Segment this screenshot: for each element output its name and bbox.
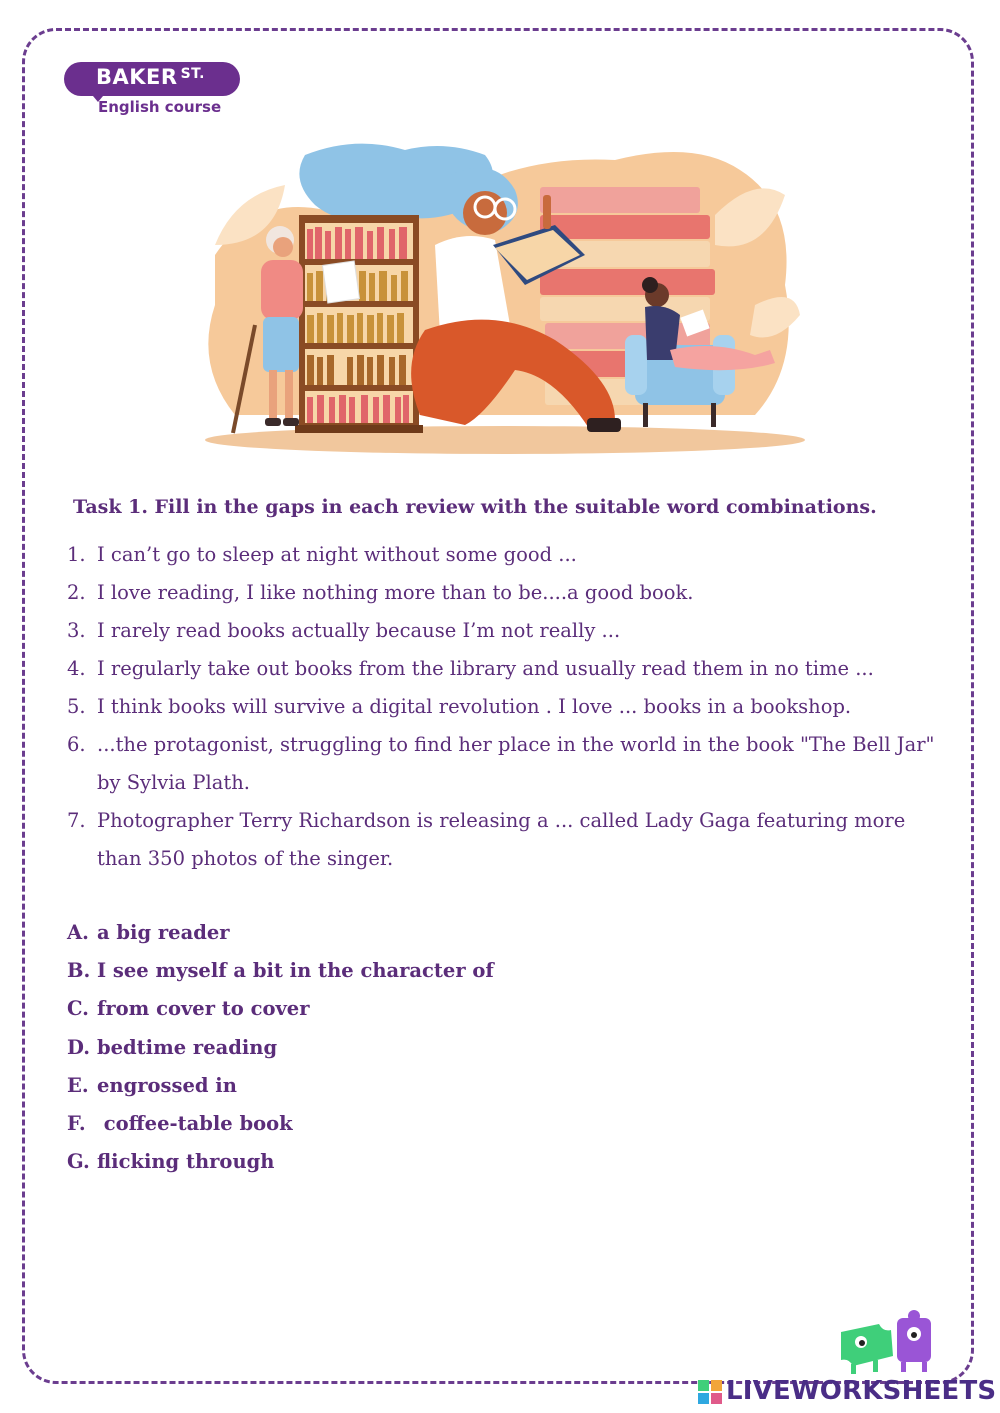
answer-option: B. I see myself a bit in the character of xyxy=(67,959,494,983)
answer-option: G. flicking through xyxy=(67,1150,275,1174)
answer-option: E. engrossed in xyxy=(67,1073,237,1097)
puzzle-mascots-icon xyxy=(831,1310,946,1376)
liveworksheets-wordmark: LIVEWORKSHEETS xyxy=(726,1376,997,1406)
list-item: 1. I can’t go to sleep at night without some good ... xyxy=(67,543,577,566)
answer-option: A. a big reader xyxy=(67,921,230,944)
list-item: 3. I rarely read books actually because I’m not really ... xyxy=(67,619,621,642)
task-title: Task 1. Fill in the gaps in each review with the suitable word combinations. xyxy=(73,496,877,518)
answer-option: C. from cover to cover xyxy=(67,997,310,1021)
review-list xyxy=(67,536,947,878)
live-badge-icon xyxy=(698,1380,722,1404)
liveworksheets-logo[interactable] xyxy=(696,1310,996,1410)
list-item: 5. I think books will survive a digital revolution . I love ... books in a bookshop. xyxy=(67,695,852,718)
logo-brand: BAKER $^{ST.}$ xyxy=(96,65,205,89)
reading-illustration xyxy=(195,135,805,460)
list-item: 7. Photographer Terry Richardson is releasing a ... called Lady Gaga featuring more than 350 photos of the singer. xyxy=(67,809,906,870)
answer-options xyxy=(67,914,667,1181)
answer-option: D. bedtime reading xyxy=(67,1035,278,1059)
baker-st-logo xyxy=(64,62,244,122)
list-item: 4. I regularly take out books from the library and usually read them in no time ... xyxy=(67,657,874,680)
answer-option: F. coffee-table book xyxy=(67,1112,293,1136)
list-item: 6. ...the protagonist, struggling to find her place in the world in the book "The Bell Jar" by Sylvia Plath. xyxy=(67,733,935,794)
list-item: 2. I love reading, I like nothing more than to be....a good book. xyxy=(67,581,694,604)
logo-subtitle: English course xyxy=(98,98,222,116)
